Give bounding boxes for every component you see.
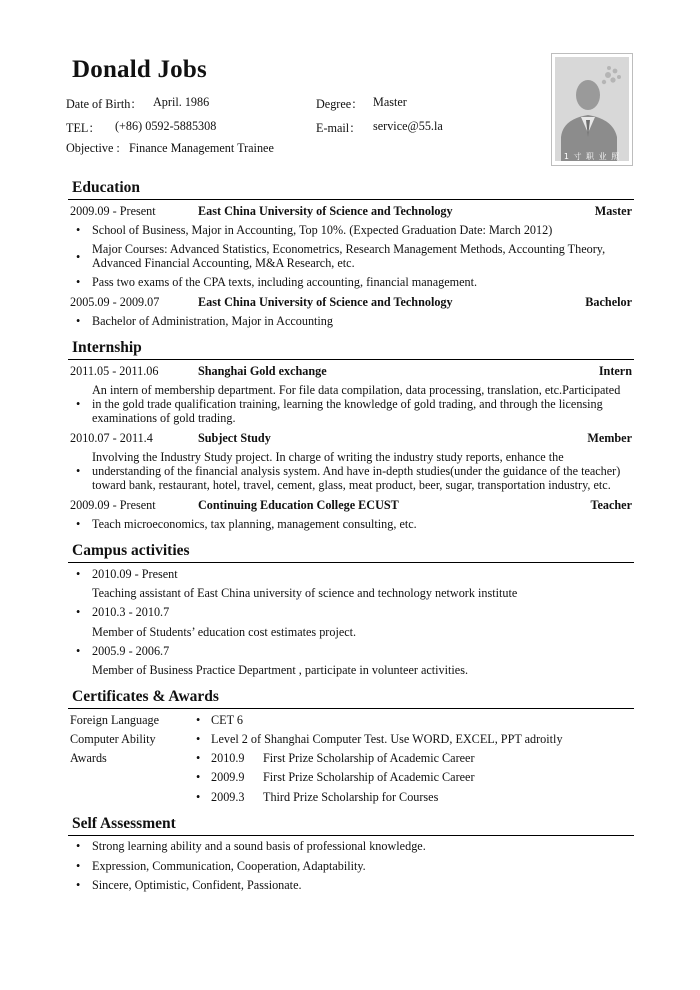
candidate-name: Donald Jobs [72,56,207,83]
entry-role: Teacher [590,498,632,512]
self-assessment-rule [68,835,634,836]
campus-date: 2005.9 - 2006.7 [92,644,170,658]
bullet: • [76,223,81,237]
education-rule [68,199,634,200]
objective-value: Finance Management Trainee [129,141,274,155]
dob-value: April. 1986 [153,95,210,109]
bullet: • [76,314,81,328]
award-year: 2009.3 [211,790,245,804]
bullet: • [196,732,201,746]
internship-bullet: An intern of membership department. For file data compilation, data processing, translation, etc.Participated in the gold trade qualification training, learning the knowledge of gold trading, and through the licensing examinations of gold trading. [92,383,621,426]
self-assessment-title: Self Assessment [72,815,176,832]
degree-label: Degree： [316,97,364,111]
cert-label: Awards [70,751,107,765]
photo-placeholder [555,57,629,161]
entry-date: 2005.09 - 2009.07 [70,295,160,309]
bullet: • [76,464,81,478]
dob-label: Date of Birth： [66,97,143,111]
entry-date: 2009.09 - Present [70,204,156,218]
entry-date: 2009.09 - Present [70,498,156,512]
cert-label: Computer Ability [70,732,156,746]
self-bullet: Expression, Communication, Cooperation, Adaptability. [92,859,366,873]
campus-date: 2010.3 - 2010.7 [92,605,170,619]
bullet: • [76,397,81,411]
entry-org: East China University of Science and Technology [198,295,453,309]
education-title: Education [72,179,141,196]
self-bullet: Strong learning ability and a sound basis of professional knowledge. [92,839,426,853]
bullet: • [196,770,201,784]
cert-text: CET 6 [211,713,243,727]
tel-value: (+86) 0592-5885308 [115,119,217,133]
award-text: First Prize Scholarship of Academic Career [263,751,475,765]
profile-photo [551,53,633,166]
award-text: Third Prize Scholarship for Courses [263,790,439,804]
person-silhouette-icon [555,57,629,161]
entry-org: East China University of Science and Technology [198,204,453,218]
entry-org: Shanghai Gold exchange [198,364,327,378]
campus-desc: Teaching assistant of East China university of science and technology network institute [92,586,518,600]
education-bullet: Pass two exams of the CPA texts, including accounting, financial management. [92,275,478,289]
bullet: • [76,605,81,619]
bullet: • [76,517,81,531]
entry-org: Continuing Education College ECUST [198,498,399,512]
campus-date: 2010.09 - Present [92,567,178,581]
internship-bullet: Teach microeconomics, tax planning, management consulting, etc. [92,517,417,531]
entry-date: 2011.05 - 2011.06 [70,364,159,378]
bullet: • [76,644,81,658]
internship-title: Internship [72,339,142,356]
bullet: • [196,713,201,727]
entry-role: Intern [598,364,632,378]
campus-title: Campus activities [72,542,190,559]
objective-label: Objective : [66,141,120,155]
self-bullet: Sincere, Optimistic, Confident, Passionate. [92,878,302,892]
tel-label: TEL： [66,121,101,135]
internship-rule [68,359,634,360]
entry-org: Subject Study [198,431,271,445]
bullet: • [196,790,201,804]
bullet: • [76,859,81,873]
bullet: • [76,878,81,892]
photo-caption: 1 寸 职 业 照 [563,152,621,161]
campus-desc: Member of Business Practice Department , participate in volunteer activities. [92,663,468,677]
email-value: service@55.la [373,119,443,133]
award-year: 2010.9 [211,751,245,765]
bullet: • [196,751,201,765]
cert-label: Foreign Language [70,713,160,727]
bullet: • [76,275,81,289]
entry-role: Member [587,431,632,445]
certificates-rule [68,708,634,709]
bullet: • [76,567,81,581]
award-text: First Prize Scholarship of Academic Career [263,770,475,784]
campus-desc: Member of Students’ education cost estimates project. [92,625,357,639]
bullet: • [76,250,81,264]
entry-role: Bachelor [585,295,632,309]
degree-value: Master [373,95,407,109]
certificates-title: Certificates & Awards [72,688,219,705]
internship-bullet: Involving the Industry Study project. In charge of writing the industry study reports, enhance the understanding of the financial analysis system. And have in-depth studies(under the guidance of the teacher) toward bank, restaurant, hotel, travel, cement, glass, meat product, beer, sugar, transportation industry, etc. [92,450,621,493]
entry-role: Master [594,204,632,218]
entry-date: 2010.07 - 2011.4 [70,431,153,445]
email-label: E-mail： [316,121,362,135]
campus-rule [68,562,634,563]
award-year: 2009.9 [211,770,245,784]
education-bullet: Bachelor of Administration, Major in Accounting [92,314,333,328]
cert-text: Level 2 of Shanghai Computer Test. Use WORD, EXCEL, PPT adroitly [211,732,563,746]
bullet: • [76,839,81,853]
education-bullet: School of Business, Major in Accounting, Top 10%. (Expected Graduation Date: March 2012) [92,223,553,237]
dob-line [66,95,143,112]
education-bullet: Major Courses: Advanced Statistics, Econometrics, Research Management Methods, Accounting Theory, Advanced Financial Accounting, M&A Research, etc. [92,242,606,271]
